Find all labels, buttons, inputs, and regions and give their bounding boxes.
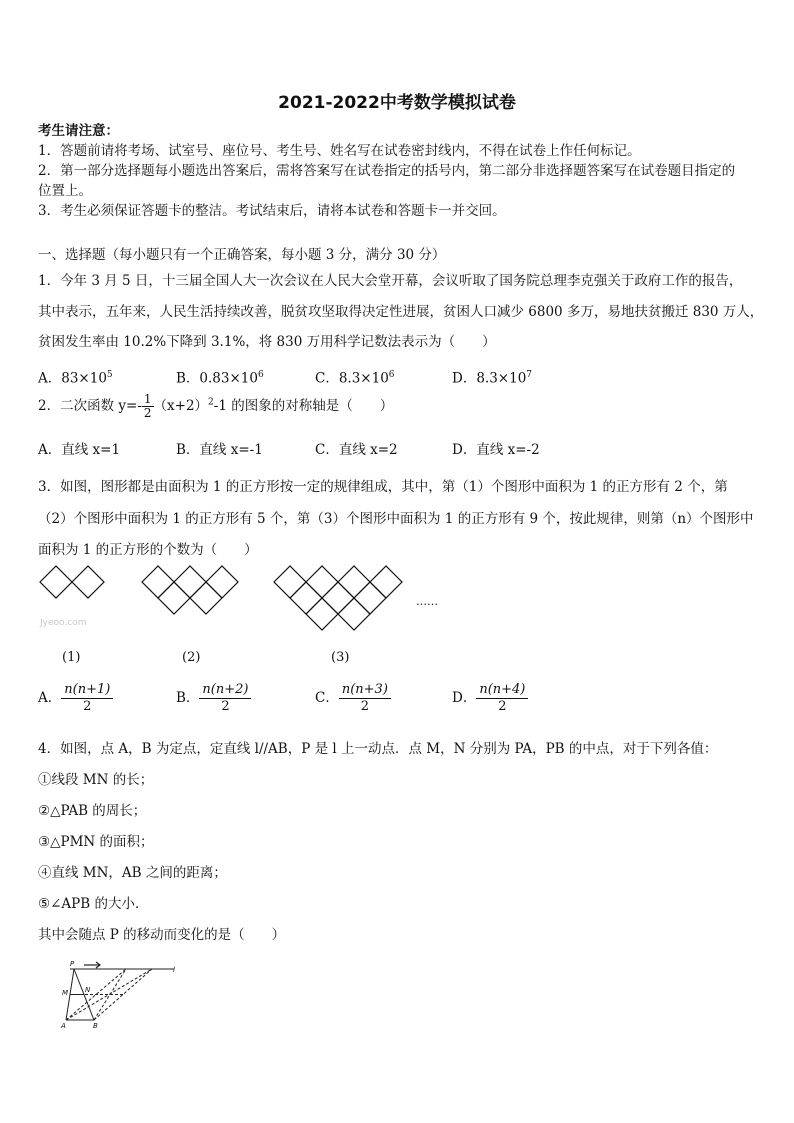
q2-option-a: A．直线 x=1 (38, 442, 121, 458)
q1-line-1: 1．今年 3 月 5 日，十三届全国人大一次会议在人民大会堂开幕，会议听取了国务院总理李克强关于政府工作的报告， (38, 273, 743, 289)
pattern-figure-2 (142, 566, 238, 614)
q2-fraction: $\frac{1}{2}$ (143, 392, 152, 420)
watermark: Jyeoo.com (40, 618, 87, 628)
q2-option-d: D．直线 x=-2 (452, 442, 540, 458)
q3-option-a: A． $\frac{n(n+1)}{2}$ (38, 682, 113, 715)
label-m: M (62, 989, 69, 997)
q2-option-c: C．直线 x=2 (315, 442, 398, 458)
pattern-continuation-dots: …… (416, 595, 438, 608)
notice-heading: 考生请注意： (38, 123, 119, 139)
q4-geometry-figure (56, 958, 180, 1030)
q4-question: 其中会随点 P 的移动而变化的是（ ） (38, 927, 286, 943)
pattern-figure-3 (274, 566, 402, 630)
figure-label-2: (2) (182, 650, 201, 665)
q3-line-3: 面积为 1 的正方形的个数为（ ） (38, 542, 258, 558)
q4-item-2: ②△PAB 的周长； (38, 803, 147, 819)
pattern-figure-1 (40, 566, 104, 598)
q2-option-b: B．直线 x=-1 (176, 442, 263, 458)
notice-item-3: 3．考生必须保证答题卡的整洁。考试结束后，请将本试卷和答题卡一并交回。 (38, 203, 506, 219)
figure-label-1: (1) (62, 650, 81, 665)
q1-option-c: C．$8.3\times 10^6$ (315, 370, 395, 387)
q2-stem: 2．二次函数 y=- $\frac{1}{2}$ $(x+2)^2-1$ 的图象的对称轴是（ ） (38, 392, 394, 420)
q4-item-3: ③△PMN 的面积； (38, 834, 154, 850)
page-title: 2021-2022中考数学模拟试卷 (278, 93, 516, 113)
label-b: B (93, 1022, 98, 1030)
q1-option-b: B．$0.83\times 10^6$ (176, 370, 264, 387)
q4-item-5: ⑤∠APB 的大小． (38, 896, 149, 912)
notice-item-2-cont: 位置上。 (38, 183, 92, 199)
q3-line-1: 3．如图，图形都是由面积为 1 的正方形按一定的规律组成，其中，第（1）个图形中面积为 1 的正方形有 2 个，第 (38, 479, 728, 495)
label-l: l (173, 966, 175, 974)
q1-line-3: 贫困发生率由 10.2%下降到 3.1%，将 830 万用科学记数法表示为（ ） (38, 334, 496, 350)
q1-line-2: 其中表示，五年来，人民生活持续改善，脱贫攻坚取得决定性进展，贫困人口减少 6800 多万，易地扶贫搬迁 830 万人， (38, 304, 764, 320)
label-a: A (61, 1022, 66, 1030)
q3-square-pattern-figure (30, 560, 450, 640)
q1-option-a: A．$83\times 10^5$ (38, 370, 113, 387)
label-n: N (85, 986, 91, 994)
q3-line-2: （2）个图形中面积为 1 的正方形有 5 个，第（3）个图形中面积为 1 的正方形有 9 个，按此规律，则第（n）个图形中 (38, 511, 754, 527)
notice-item-1: 1．答题前请将考场、试室号、座位号、考生号、姓名写在试卷密封线内，不得在试卷上作任何标记。 (38, 143, 641, 159)
q4-stem: 4．如图，点 A，B 为定点，定直线 l//AB，P 是 l 上一动点．点 M，N 分别为 PA，PB 的中点，对于下列各值： (38, 741, 718, 757)
q4-item-1: ①线段 MN 的长； (38, 772, 154, 788)
q4-item-4: ④直线 MN，AB 之间的距离； (38, 865, 227, 881)
q3-option-b: B． $\frac{n(n+2)}{2}$ (176, 682, 251, 715)
label-p: P (70, 960, 75, 968)
q3-option-d: D． $\frac{n(n+4)}{2}$ (452, 682, 528, 715)
notice-item-2: 2．第一部分选择题每小题选出答案后，需将答案写在试卷指定的括号内，第二部分非选择题答案写在试卷题目指定的 (38, 163, 736, 179)
q3-option-c: C． $\frac{n(n+3)}{2}$ (315, 682, 391, 715)
section-heading: 一、选择题（每小题只有一个正确答案，每小题 3 分，满分 30 分） (38, 247, 446, 263)
q1-option-d: D．$8.3\times 10^7$ (452, 370, 533, 387)
figure-label-3: (3) (331, 650, 350, 665)
